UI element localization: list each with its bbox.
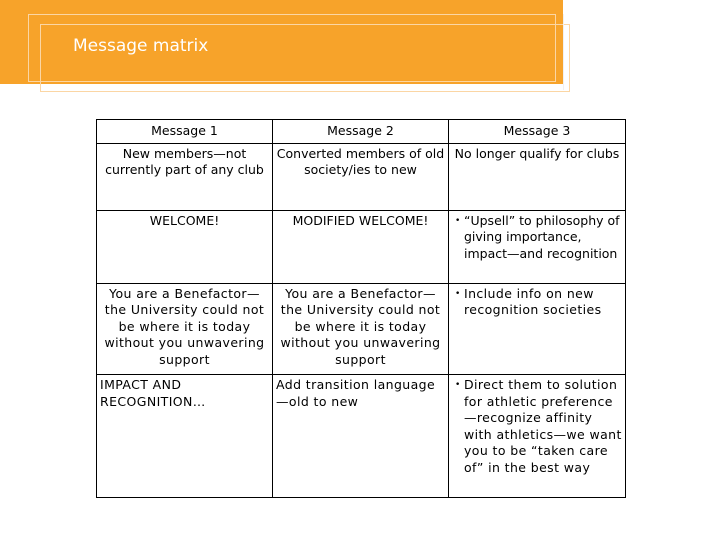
- table-cell: MODIFIED WELCOME!: [273, 210, 449, 283]
- table-cell: You are a Benefactor—the University could not be where it is today without you unwavering support: [273, 283, 449, 375]
- table-cell: Converted members of old society/ies to new: [273, 143, 449, 210]
- bullet-icon: •: [455, 380, 461, 390]
- table-cell: Add transition language—old to new: [273, 375, 449, 498]
- table-cell: You are a Benefactor—the University could not be where it is today without you unwavering support: [97, 283, 273, 375]
- table-cell: WELCOME!: [97, 210, 273, 283]
- bullet-icon: •: [455, 215, 461, 226]
- bullet-text: Include info on new recognition societies: [464, 285, 602, 317]
- table-header-row: [97, 120, 626, 144]
- bullet-item: [455, 213, 622, 263]
- table-cell: IMPACT AND RECOGNITION…: [97, 375, 273, 498]
- table-cell: [449, 210, 626, 283]
- header-frame-inner: [40, 24, 570, 92]
- slide-title: Message matrix: [73, 36, 209, 56]
- bullet-item: [455, 286, 622, 319]
- message-matrix-table: [96, 119, 626, 498]
- table-cell: [449, 375, 626, 498]
- table-row: [97, 283, 626, 375]
- header-divider: [563, 14, 564, 90]
- header-message-2: Message 2: [273, 120, 449, 144]
- table-cell: New members—not currently part of any club: [97, 143, 273, 210]
- header-message-1: Message 1: [97, 120, 273, 144]
- header-message-3: Message 3: [449, 120, 626, 144]
- bullet-icon: •: [455, 288, 461, 299]
- table-row: [97, 375, 626, 498]
- table-cell: No longer qualify for clubs: [449, 143, 626, 210]
- table-row: [97, 143, 626, 210]
- table-cell: [449, 283, 626, 375]
- bullet-text: Direct them to solution for athletic preference—recognize affinity with athletics—we want you to be “taken care of” in the best way: [464, 377, 622, 475]
- bullet-text: “Upsell” to philosophy of giving importance, impact—and recognition: [464, 212, 620, 261]
- table-row: [97, 210, 626, 283]
- bullet-item: [455, 377, 622, 476]
